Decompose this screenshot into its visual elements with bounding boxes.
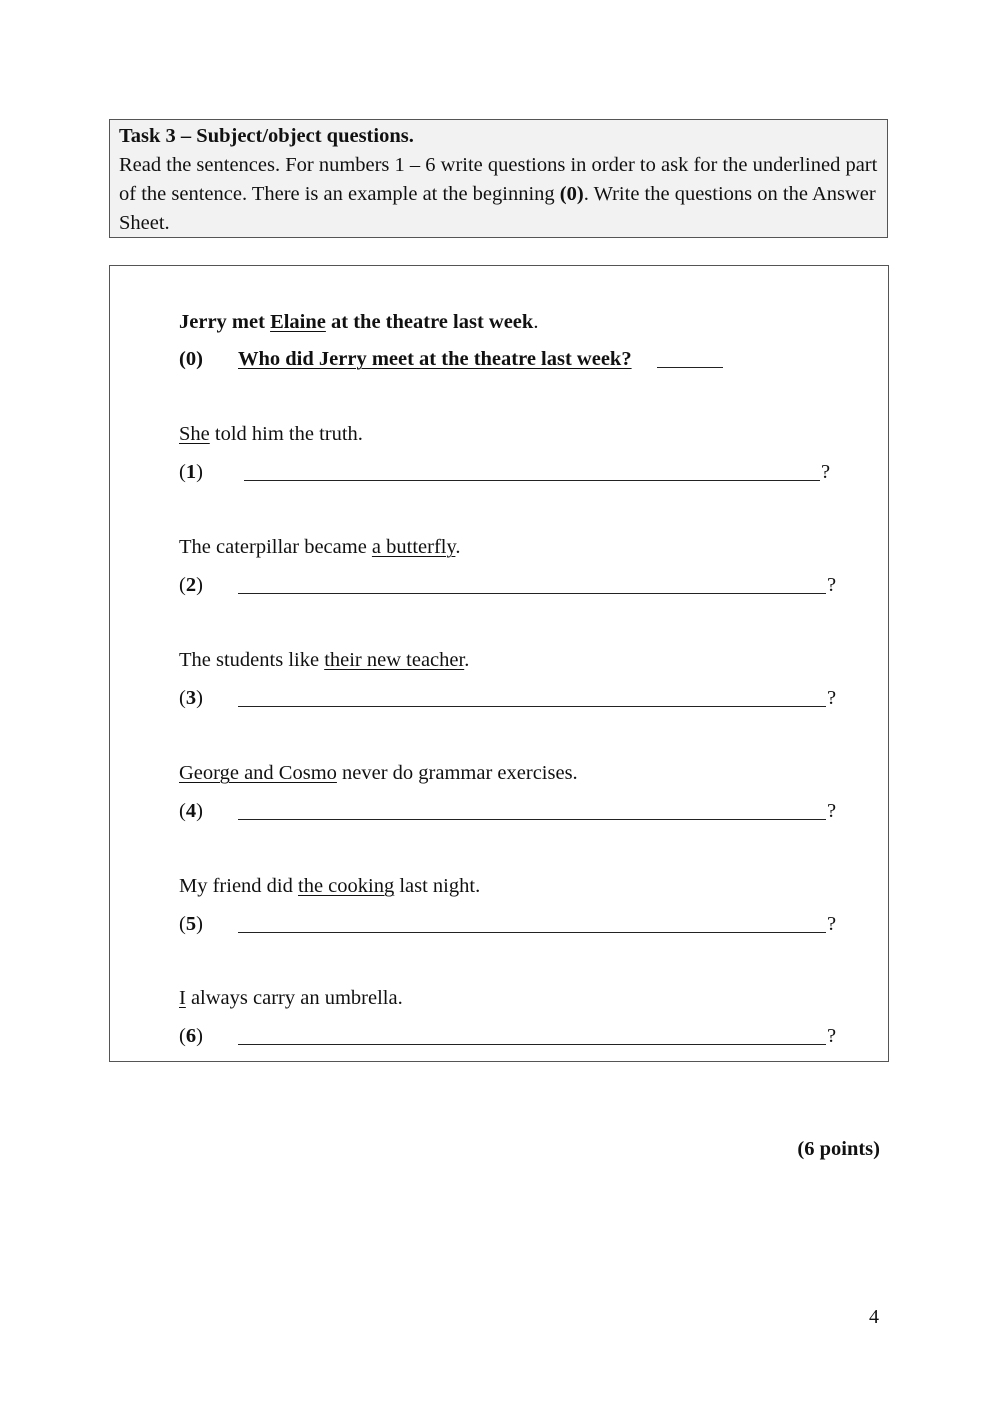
question-number-1: (1) (179, 461, 203, 483)
task-instructions-box (109, 119, 888, 238)
question-row-5 (179, 911, 839, 941)
question-number-5: (5) (179, 913, 203, 935)
sentence-2-underlined: a butterfly (371, 536, 456, 558)
question-row-6 (179, 1023, 839, 1053)
sentence-4-after: never do grammar exercises. (336, 762, 578, 784)
question-mark-1: ? (821, 461, 831, 483)
question-mark-4: ? (827, 800, 837, 822)
sentence-6 (179, 985, 403, 1011)
question-mark-5: ? (827, 913, 837, 935)
example-sentence-after: at the theatre last week (325, 311, 534, 333)
answer-line-3[interactable] (238, 706, 826, 707)
sentence-4-underlined: George and Cosmo (179, 762, 337, 784)
task-instruction-text-1: Read the sentences. For numbers 1 – 6 write questions in order to ask for the underlined part of the sentence. There is an example at the beginning (119, 154, 878, 205)
question-number-6: (6) (179, 1025, 203, 1047)
example-sentence (179, 309, 538, 335)
sentence-5-before: My friend did (179, 875, 298, 897)
example-sentence-end: . (533, 311, 539, 333)
example-sentence-underlined: Elaine (270, 311, 326, 333)
question-row-2 (179, 572, 839, 602)
sentence-5 (179, 873, 480, 899)
sentence-5-after: last night. (394, 875, 481, 897)
question-mark-2: ? (827, 574, 837, 596)
task-instruction-text-2: . Write the questions on the Answer Sheet. (119, 183, 876, 234)
sentence-1-underlined: She (179, 423, 210, 445)
sentence-6-after: always carry an umbrella. (185, 987, 403, 1009)
sentence-5-underlined: the cooking (298, 875, 395, 897)
sentence-3-after: . (464, 649, 470, 671)
answer-line-1[interactable] (244, 480, 820, 481)
sentence-3-underlined: their new teacher (324, 649, 465, 671)
page-number: 4 (869, 1306, 879, 1328)
question-mark-3: ? (827, 687, 837, 709)
question-row-4 (179, 798, 839, 828)
sentence-6-underlined: I (179, 987, 186, 1009)
question-number-4: (4) (179, 800, 203, 822)
answer-line-5[interactable] (238, 932, 826, 933)
question-row-3 (179, 685, 839, 715)
questions-box (109, 265, 889, 1062)
sentence-2-after: . (455, 536, 461, 558)
example-answer-line (657, 367, 723, 368)
sentence-3-before: The students like (179, 649, 325, 671)
answer-line-2[interactable] (238, 593, 826, 594)
sentence-1-after: told him the truth. (209, 423, 363, 445)
sentence-2 (179, 534, 461, 560)
task-instruction-example-ref: (0) (559, 183, 584, 205)
points-label: (6 points) (797, 1138, 880, 1160)
question-mark-6: ? (827, 1025, 837, 1047)
answer-line-6[interactable] (238, 1044, 826, 1045)
answer-line-4[interactable] (238, 819, 826, 820)
example-number: (0) (179, 348, 203, 370)
sentence-2-before: The caterpillar became (179, 536, 372, 558)
example-answer: Who did Jerry meet at the theatre last week? (238, 348, 632, 370)
example-sentence-before: Jerry met (179, 311, 271, 333)
question-number-3: (3) (179, 687, 203, 709)
task-instruction (119, 154, 877, 234)
sentence-4 (179, 760, 578, 786)
task-title: Task 3 – Subject/object questions. (119, 125, 414, 147)
sentence-1 (179, 421, 363, 447)
question-row-1 (179, 459, 839, 489)
sentence-3 (179, 647, 469, 673)
question-number-2: (2) (179, 574, 203, 596)
example-answer-row (179, 346, 839, 376)
